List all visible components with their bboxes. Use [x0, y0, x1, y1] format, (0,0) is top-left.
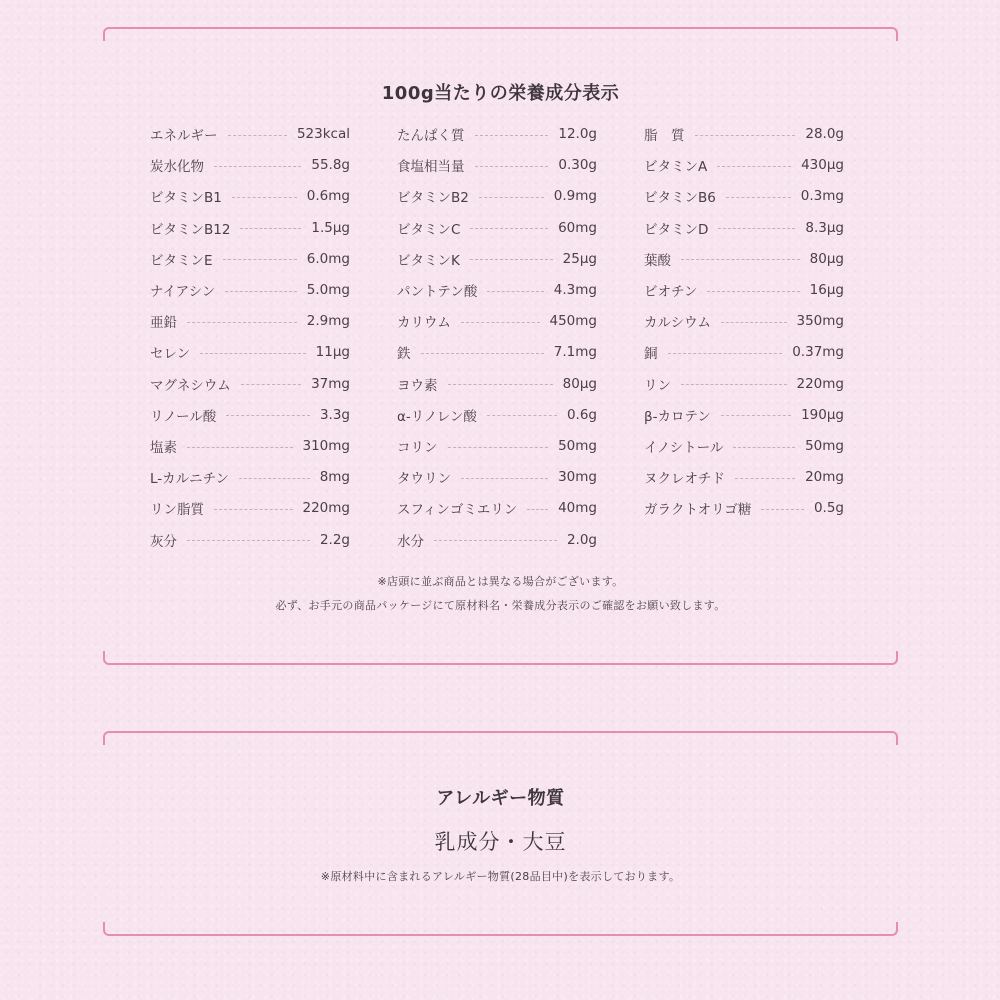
- nutrient-value: 50mg: [805, 438, 844, 454]
- nutrient-row: [644, 122, 844, 146]
- nutrient-value: 523kcal: [296, 126, 350, 142]
- nutrient-row: [644, 309, 844, 333]
- leader-dots: [717, 166, 791, 167]
- nutrient-value: 50mg: [558, 438, 597, 454]
- nutrient-name: ビタミンB6: [644, 190, 716, 207]
- leader-dots: [470, 228, 548, 229]
- allergy-title: アレルギー物質: [436, 788, 565, 809]
- leader-dots: [448, 447, 549, 448]
- nutrient-name: カリウム: [397, 315, 451, 332]
- leader-dots: [421, 353, 544, 354]
- nutrient-name: エネルギー: [150, 128, 218, 144]
- nutrient-row: [150, 465, 350, 489]
- leader-dots: [721, 415, 791, 416]
- nutrient-row: [150, 403, 350, 427]
- nutrient-row: [397, 122, 597, 146]
- leader-dots: [448, 384, 553, 385]
- nutrient-row: [397, 496, 597, 520]
- nutrient-row: [150, 340, 350, 364]
- nutrient-name: ビオチン: [644, 284, 698, 300]
- nutrient-name: 塩素: [150, 440, 177, 456]
- nutrient-name: ビタミンK: [397, 252, 460, 269]
- nutrient-value: 0.6g: [566, 406, 597, 423]
- nutrient-row: [644, 465, 844, 489]
- nutrient-name: ビタミンB2: [397, 190, 469, 207]
- nutrient-value: 0.5g: [813, 500, 844, 517]
- leader-dots: [487, 415, 557, 416]
- nutrient-value: 25μg: [562, 250, 597, 267]
- nutrient-value: 450mg: [549, 313, 597, 330]
- nutrient-row: [397, 278, 597, 302]
- leader-dots: [223, 259, 297, 260]
- leader-dots: [461, 478, 548, 479]
- frame-bottom-bracket: [103, 651, 898, 665]
- nutrient-value: 350mg: [796, 313, 844, 330]
- nutrient-name: 食塩相当量: [397, 159, 465, 176]
- nutrient-row: [644, 184, 844, 208]
- nutrient-row: [150, 247, 350, 271]
- nutrient-name: セレン: [150, 346, 191, 363]
- nutrient-value: 2.9mg: [306, 313, 350, 330]
- nutrient-row: [397, 372, 597, 396]
- allergy-section: [103, 731, 898, 936]
- leader-dots: [232, 197, 297, 198]
- nutrient-table: [150, 122, 850, 562]
- nutrient-value: 2.0g: [566, 531, 597, 548]
- nutrient-value: 220mg: [796, 375, 844, 392]
- nutrient-name: β-カロテン: [644, 408, 711, 425]
- allergy-note: ※原材料中に含まれるアレルギー物質(28品目中)を表示しております。: [320, 870, 681, 883]
- leader-dots: [681, 259, 800, 260]
- leader-dots: [479, 197, 544, 198]
- nutrient-value: 12.0g: [558, 126, 597, 142]
- nutrient-value: 28.0g: [805, 126, 844, 142]
- leader-dots: [726, 197, 791, 198]
- nutrient-value: 8.3μg: [805, 219, 844, 236]
- nutrient-row: [150, 372, 350, 396]
- leader-dots: [733, 447, 795, 448]
- leader-dots: [187, 322, 297, 323]
- nutrient-value: 6.0mg: [306, 250, 350, 267]
- frame-top-bracket: [103, 731, 898, 745]
- nutrient-row: [644, 496, 844, 520]
- nutrient-name: ビタミンC: [397, 221, 461, 238]
- nutrient-name: 灰分: [150, 533, 177, 550]
- nutrient-row: [644, 216, 844, 240]
- nutrient-name: カルシウム: [644, 315, 712, 332]
- frame-bottom-bracket: [103, 922, 898, 936]
- nutrient-name: 水分: [397, 533, 424, 550]
- leader-dots: [200, 353, 305, 354]
- nutrient-name: ビタミンA: [644, 159, 708, 176]
- nutrient-name: α-リノレン酸: [397, 408, 477, 425]
- nutrient-name: コリン: [397, 440, 438, 456]
- leader-dots: [214, 166, 301, 167]
- leader-dots: [239, 478, 310, 479]
- leader-dots: [527, 509, 548, 510]
- nutrient-name: リン脂質: [150, 502, 204, 519]
- nutrient-row: [644, 340, 844, 364]
- nutrient-name: 鉄: [397, 346, 411, 363]
- nutrient-name: パントテン酸: [397, 284, 478, 300]
- nutrient-name: 葉酸: [644, 252, 671, 269]
- nutrient-row: [397, 216, 597, 240]
- nutrient-name: リン: [644, 377, 671, 394]
- nutrient-row: [644, 278, 844, 302]
- nutrient-row: [397, 309, 597, 333]
- leader-dots: [214, 509, 293, 510]
- nutrient-name: たんぱく質: [397, 128, 465, 144]
- nutrient-value: 5.0mg: [306, 282, 350, 298]
- leader-dots: [475, 135, 549, 136]
- nutrient-row: [150, 309, 350, 333]
- nutrient-value: 4.3mg: [553, 282, 597, 298]
- nutrient-name: ナイアシン: [150, 284, 216, 300]
- nutrient-value: 40mg: [558, 500, 597, 517]
- leader-dots: [240, 228, 301, 229]
- nutrient-name: ビタミンD: [644, 221, 709, 238]
- nutrient-value: 37mg: [311, 375, 350, 392]
- nutrient-value: 7.1mg: [553, 344, 597, 361]
- leader-dots: [735, 478, 795, 479]
- nutrient-name: L-カルニチン: [150, 471, 229, 488]
- nutrient-row: [150, 496, 350, 520]
- leader-dots: [187, 447, 293, 448]
- leader-dots: [470, 259, 553, 260]
- nutrient-value: 430μg: [801, 157, 844, 174]
- nutrient-name: ビタミンE: [150, 252, 213, 269]
- nutrient-row: [644, 372, 844, 396]
- leader-dots: [721, 322, 786, 323]
- nutrient-value: 3.3g: [319, 406, 350, 423]
- nutrient-row: [150, 216, 350, 240]
- nutrient-value: 220mg: [302, 500, 350, 517]
- nutrition-section: [103, 27, 898, 665]
- nutrient-row: [150, 528, 350, 552]
- leader-dots: [681, 384, 787, 385]
- leader-dots: [434, 540, 557, 541]
- nutrient-row: [397, 340, 597, 364]
- nutrient-row: [150, 184, 350, 208]
- allergen-list: 乳成分・大豆: [434, 830, 567, 854]
- nutrient-row: [397, 528, 597, 552]
- nutrient-value: 80μg: [809, 250, 844, 267]
- nutrient-value: 0.30g: [558, 157, 597, 174]
- nutrient-row: [397, 434, 597, 458]
- nutrient-value: 1.5μg: [311, 219, 350, 236]
- nutrient-name: タウリン: [397, 471, 451, 488]
- nutrient-row: [397, 465, 597, 489]
- nutrient-value: 60mg: [558, 219, 597, 236]
- nutrient-name: イノシトール: [644, 440, 724, 456]
- nutrient-row: [644, 403, 844, 427]
- nutrient-row: [397, 247, 597, 271]
- nutrient-row: [644, 247, 844, 271]
- leader-dots: [228, 135, 287, 136]
- nutrient-row: [150, 278, 350, 302]
- nutrition-title: 100g当たりの栄養成分表示: [381, 83, 620, 104]
- nutrient-name: ビタミンB12: [150, 221, 231, 238]
- nutrient-row: [644, 153, 844, 177]
- nutrient-name: ヌクレオチド: [644, 471, 725, 488]
- leader-dots: [668, 353, 783, 354]
- nutrient-name: ヨウ素: [397, 377, 438, 394]
- nutrient-value: 0.9mg: [553, 188, 597, 205]
- nutrient-name: ビタミンB1: [150, 190, 222, 207]
- store-difference-note: ※店頭に並ぶ商品とは異なる場合がございます。: [377, 575, 624, 588]
- leader-dots: [707, 291, 799, 292]
- nutrient-value: 190μg: [801, 406, 844, 423]
- nutrient-value: 2.2g: [319, 531, 350, 548]
- nutrient-value: 11μg: [315, 344, 350, 361]
- nutrient-row: [150, 122, 350, 146]
- nutrient-row: [150, 153, 350, 177]
- nutrient-row: [397, 403, 597, 427]
- nutrient-name: ガラクトオリゴ糖: [644, 502, 752, 519]
- frame-top-bracket: [103, 27, 898, 41]
- nutrient-row: [644, 434, 844, 458]
- nutrient-name: 亜鉛: [150, 315, 177, 332]
- nutrient-name: 脂 質: [644, 128, 685, 144]
- nutrient-name: リノール酸: [150, 408, 217, 425]
- package-check-note: 必ず、お手元の商品パッケージにて原材料名・栄養成分表示のご確認をお願い致します。: [275, 599, 726, 612]
- nutrient-row: [397, 184, 597, 208]
- nutrient-value: 20mg: [805, 469, 844, 486]
- nutrient-value: 30mg: [558, 469, 597, 486]
- nutrient-value: 310mg: [302, 438, 350, 454]
- nutrient-value: 0.3mg: [800, 188, 844, 205]
- leader-dots: [718, 228, 795, 229]
- nutrient-name: 銅: [644, 346, 658, 363]
- leader-dots: [241, 384, 301, 385]
- nutrient-value: 55.8g: [311, 157, 350, 174]
- leader-dots: [761, 509, 804, 510]
- nutrient-row: [397, 153, 597, 177]
- leader-dots: [695, 135, 796, 136]
- nutrient-name: マグネシウム: [150, 377, 231, 394]
- leader-dots: [461, 322, 540, 323]
- nutrient-value: 0.6mg: [306, 188, 350, 205]
- nutrient-name: スフィンゴミエリン: [397, 502, 518, 519]
- nutrient-name: 炭水化物: [150, 159, 204, 176]
- leader-dots: [187, 540, 310, 541]
- nutrient-value: 80μg: [562, 375, 597, 392]
- leader-dots: [226, 415, 310, 416]
- leader-dots: [487, 291, 543, 292]
- nutrient-value: 8mg: [319, 469, 350, 486]
- nutrient-value: 16μg: [809, 282, 844, 298]
- nutrient-row: [150, 434, 350, 458]
- leader-dots: [475, 166, 549, 167]
- nutrient-value: 0.37mg: [792, 344, 844, 361]
- leader-dots: [225, 291, 297, 292]
